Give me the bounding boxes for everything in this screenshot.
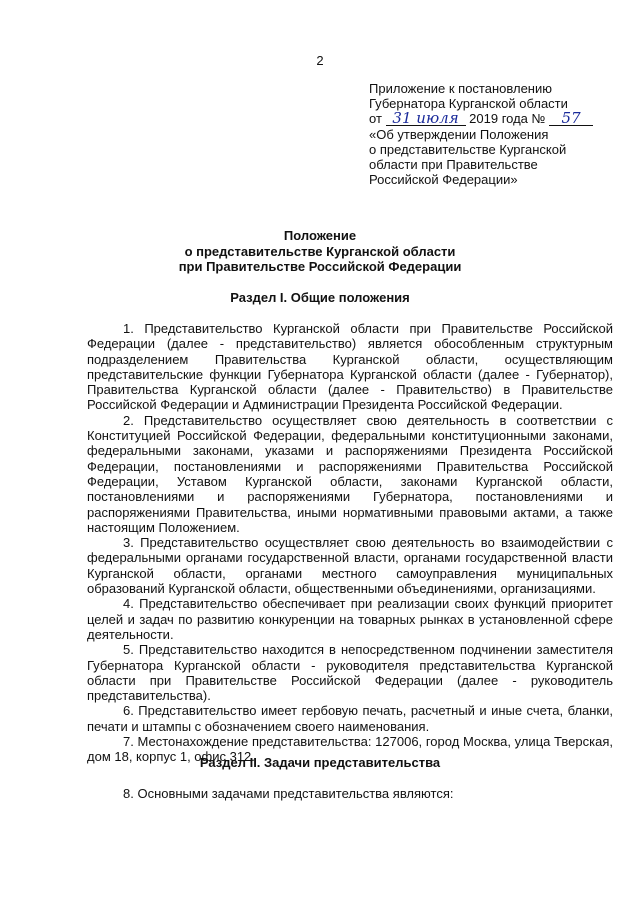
- paragraph: 2. Представительство осуществляет свою деятельность в соответствии с Конституцией Российской Федерации, федеральными конституционными законами, федеральными законами, указами и распоряжениями Президента Российской Федерации, постановлениями и распоряжениями Правительства Российской Федерации, Уставом Курганской области, законами Курганской области, постановлениями и распоряжениями Губернатора, постановлениями и распоряжениями Правительства, иными нормативными правовыми актами, а также настоящим Положением.: [87, 412, 613, 535]
- handwritten-number: 57: [549, 112, 593, 126]
- handwritten-date: 31 июля: [386, 112, 466, 126]
- title-line: о представительстве Курганской области: [184, 243, 456, 259]
- title-line: при Правительстве Российской Федерации: [178, 259, 462, 274]
- paragraph: 4. Представительство обеспечивает при реализации своих функций приоритет целей и задач по развитию конкуренции на товарных рынках в установленной сфере деятельности.: [87, 596, 613, 642]
- appendix-line: Губернатора Курганской области: [369, 96, 568, 112]
- paragraph: 6. Представительство имеет гербовую печать, расчетный и иные счета, бланки, печати и штампы с обозначением своего наименования.: [87, 703, 613, 734]
- paragraph: 3. Представительство осуществляет свою деятельность во взаимодействии с федеральными органами государственной власти, органами государственной власти Курганской области, органами местного самоуправления муниципальных образований Курганской области, общественными объединениями, организациями.: [87, 535, 613, 597]
- date-prefix: от: [369, 111, 382, 127]
- page-number: 2: [316, 53, 324, 68]
- appendix-line: области при Правительстве: [369, 157, 538, 173]
- appendix-date-line: [369, 111, 619, 126]
- year-text: 2019 года №: [469, 111, 546, 127]
- appendix-line: «Об утверждении Положения: [369, 126, 549, 142]
- paragraph: 1. Представительство Курганской области при Правительстве Российской Федерации (далее - представительство) является обособленным структурным подразделением Правительства Курганской области, осуществляющим представительские функции Губернатора Курганской области (далее - Губернатор), Правительства Курганской области (далее - Правительство) в Правительстве Российской Федерации и Администрации Президента Российской Федерации.: [87, 321, 613, 413]
- paragraph: 5. Представительство находится в непосредственном подчинении заместителя Губернатора Курганской области - руководителя представительства Курганской области при Правительстве Российской Федерации (далее - руководитель представительства).: [87, 642, 613, 704]
- section-body: [87, 786, 613, 801]
- appendix-line: о представительстве Курганской: [369, 141, 567, 157]
- section-body: [87, 321, 613, 765]
- section-heading: Раздел II. Задачи представительства: [199, 755, 441, 770]
- appendix-line: Приложение к постановлению: [369, 81, 552, 96]
- appendix-block: [369, 81, 619, 187]
- paragraph: 8. Основными задачами представительства являются:: [123, 786, 454, 801]
- section-heading: Раздел I. Общие положения: [230, 290, 410, 305]
- paragraph: 7. Местонахождение представительства: 127006, город Москва, улица Тверская, дом 18, корпус 1, офис 312.: [87, 734, 613, 765]
- appendix-line: Российской Федерации»: [369, 172, 518, 188]
- document-title: [0, 228, 640, 275]
- title-line: Положение: [283, 228, 357, 243]
